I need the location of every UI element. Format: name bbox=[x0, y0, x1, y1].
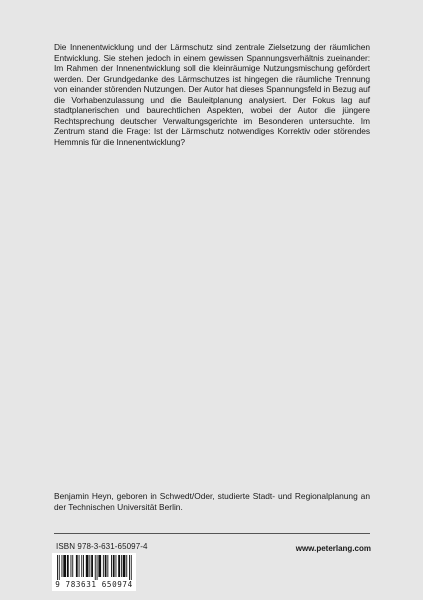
publisher-website: www.peterlang.com bbox=[295, 544, 371, 553]
barcode-bar bbox=[129, 555, 130, 580]
author-bio: Benjamin Heyn, geboren in Schwedt/Oder, studierte Stadt- und Regionalplanung an der Technischen Universität Berlin. bbox=[54, 491, 370, 512]
barcode-bar bbox=[59, 555, 60, 580]
barcode-bar bbox=[79, 555, 80, 577]
barcode-bar bbox=[86, 555, 89, 577]
barcode-digits: 9 783631 650974 bbox=[55, 580, 133, 589]
barcode-bar bbox=[118, 555, 120, 577]
barcode bbox=[52, 553, 136, 591]
barcode-bar bbox=[95, 555, 96, 580]
barcode-bar bbox=[89, 555, 90, 577]
isbn-label: ISBN 978-3-631-65097-4 bbox=[56, 542, 148, 551]
barcode-bars-icon bbox=[56, 555, 132, 580]
barcode-bar bbox=[113, 555, 115, 577]
barcode-bar bbox=[111, 555, 112, 577]
barcode-bar bbox=[131, 555, 132, 580]
barcode-bar bbox=[91, 555, 93, 577]
barcode-bar bbox=[76, 555, 78, 577]
barcode-bar bbox=[62, 555, 63, 577]
divider-line bbox=[54, 533, 370, 534]
barcode-bar bbox=[107, 555, 108, 577]
barcode-bar bbox=[105, 555, 107, 577]
barcode-bar bbox=[67, 555, 69, 577]
barcode-bar bbox=[83, 555, 84, 577]
barcode-bar bbox=[98, 555, 101, 577]
barcode-bar bbox=[116, 555, 117, 577]
barcode-bar bbox=[123, 555, 126, 577]
barcode-bar bbox=[121, 555, 122, 577]
barcode-bar bbox=[63, 555, 66, 577]
barcode-bar bbox=[103, 555, 104, 577]
barcode-bar bbox=[97, 555, 98, 580]
blurb-text: Die Innenentwicklung und der Lärmschutz sind zentrale Zielsetzung der räumlichen Entwicklung. Sie stehen jedoch in einem gewissen Spannungsverhältnis zueinander: Im Rahmen der Innenentwicklung soll die kleinräumige Nutzungsmischung gefördert werden. Der Grundgedanke des Lärmschutzes ist hingegen die räumliche Trennung von einander störenden Nutzungen. Der Autor hat dieses Spannungsfeld in Bezug auf die Vorhabenzulassung und die Bauleitplanung analysiert. Der Fokus lag auf stadtplanerischen und baurechtlichen Aspekten, wobei der Autor die jüngere Rechtsprechung deutscher Verwaltungsgerichte im Besonderen untersuchte. Im Zentrum stand die Frage: Ist der Lärmschutz notwendiges Korrektiv oder störendes Hemmnis für die Innenentwicklung? bbox=[54, 42, 370, 147]
barcode-bar bbox=[57, 555, 58, 580]
barcode-bar bbox=[126, 555, 127, 577]
barcode-bar bbox=[71, 555, 72, 577]
barcode-bar bbox=[72, 555, 73, 577]
barcode-bar bbox=[81, 555, 82, 577]
